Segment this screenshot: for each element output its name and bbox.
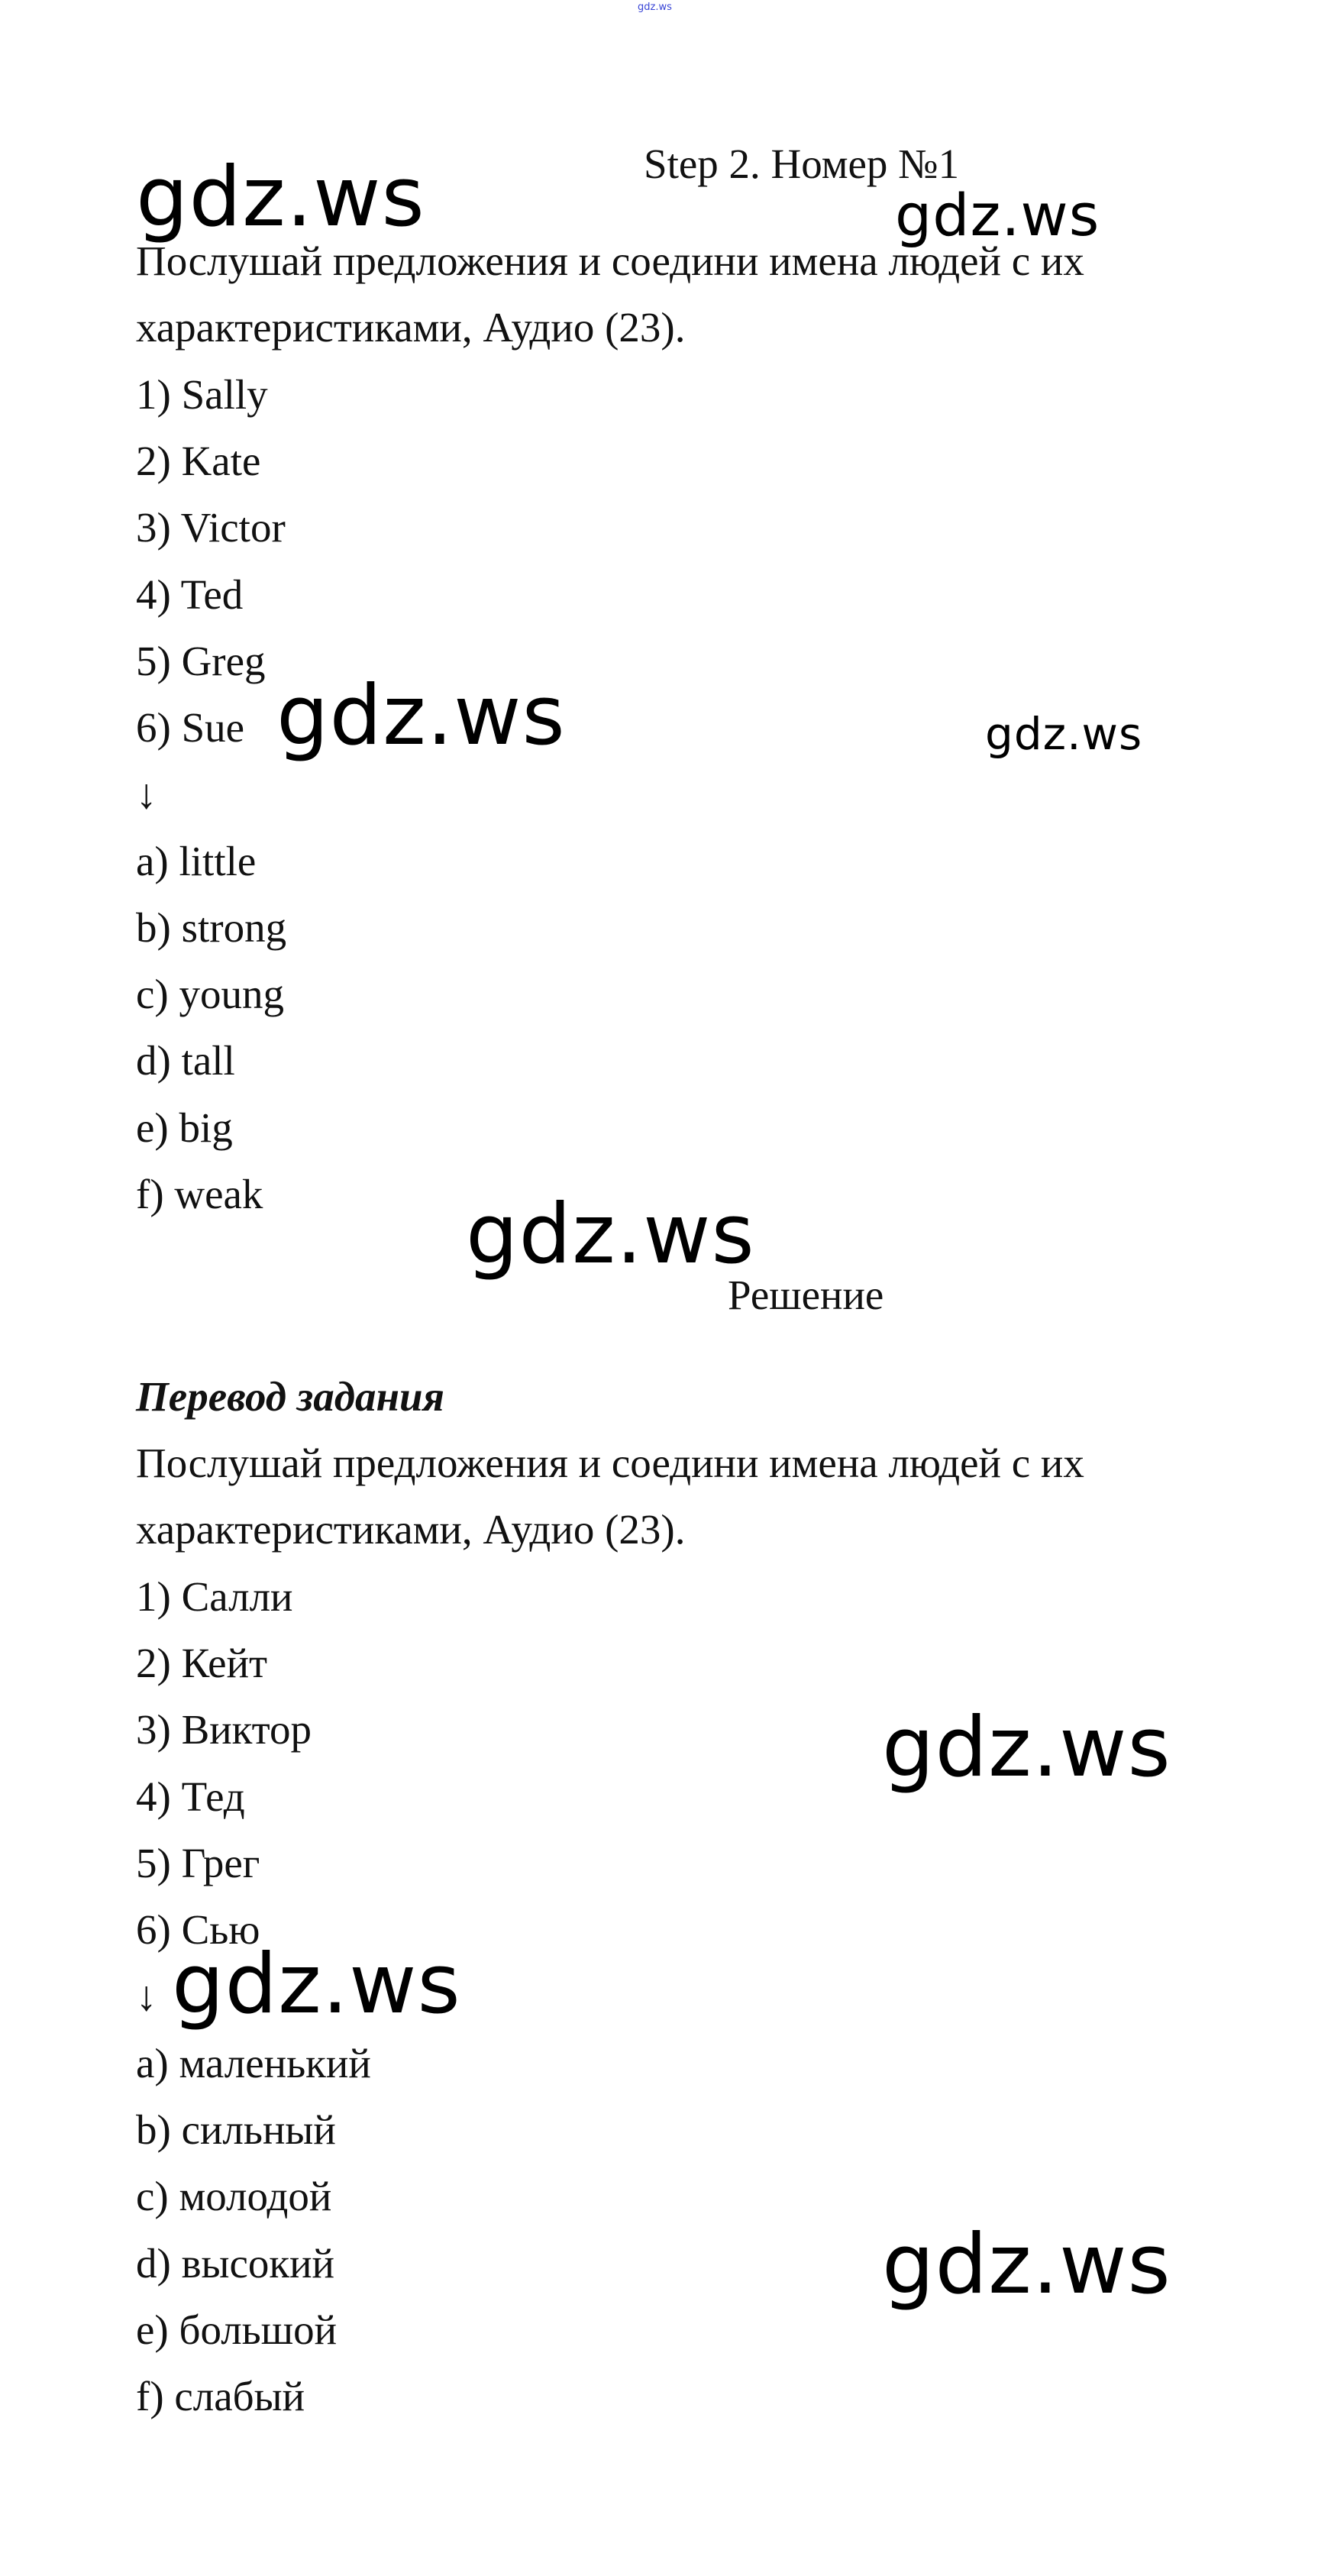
name-item: 2) Кейт [136, 1640, 268, 1686]
solution-heading: Решение [728, 1272, 884, 1318]
page-title: Step 2. Номер №1 [644, 141, 960, 187]
watermark: gdz.ws [136, 150, 425, 245]
trait-item: a) little [136, 838, 257, 884]
trait-item: c) young [136, 971, 284, 1017]
name-item: 3) Виктор [136, 1706, 312, 1753]
name-item: 4) Ted [136, 571, 244, 618]
watermark: gdz.ws [466, 1187, 755, 1282]
instruction-line: характеристиками, Аудио (23). [136, 1506, 686, 1553]
name-item: 1) Sally [136, 371, 268, 418]
instruction-line: Послушай предложения и соедини имена людей с их [136, 238, 1084, 284]
trait-item: b) strong [136, 904, 287, 951]
name-item: 4) Тед [136, 1773, 245, 1820]
watermark: gdz.ws [172, 1937, 461, 2032]
trait-item: e) big [136, 1104, 233, 1151]
trait-item: f) слабый [136, 2373, 305, 2419]
trait-item: c) молодой [136, 2173, 332, 2219]
trait-item: b) сильный [136, 2106, 336, 2153]
name-item: 5) Greg [136, 638, 266, 684]
name-item: 6) Сью [136, 1906, 260, 1953]
translation-heading: Перевод задания [136, 1373, 444, 1420]
name-item: 6) Sue [136, 704, 245, 751]
trait-item: e) большой [136, 2306, 338, 2353]
watermark: gdz.ws [882, 1700, 1171, 1795]
arrow-down: ↓ [136, 1973, 157, 2019]
trait-item: a) маленький [136, 2040, 371, 2086]
name-item: 2) Kate [136, 438, 261, 484]
arrow-down: ↓ [136, 771, 157, 817]
name-item: 3) Victor [136, 504, 286, 551]
name-item: 5) Грег [136, 1840, 260, 1886]
watermark: gdz.ws [895, 181, 1100, 249]
instruction-line: характеристиками, Аудио (23). [136, 304, 686, 351]
instruction-line: Послушай предложения и соедини имена людей с их [136, 1440, 1084, 1486]
top-site-link[interactable]: gdz.ws [638, 2, 672, 13]
watermark: gdz.ws [882, 2217, 1171, 2313]
trait-item: d) tall [136, 1037, 235, 1084]
watermark: gdz.ws [985, 708, 1143, 760]
watermark: gdz.ws [276, 668, 566, 764]
trait-item: f) weak [136, 1171, 263, 1217]
trait-item: d) высокий [136, 2240, 334, 2287]
name-item: 1) Салли [136, 1573, 293, 1620]
